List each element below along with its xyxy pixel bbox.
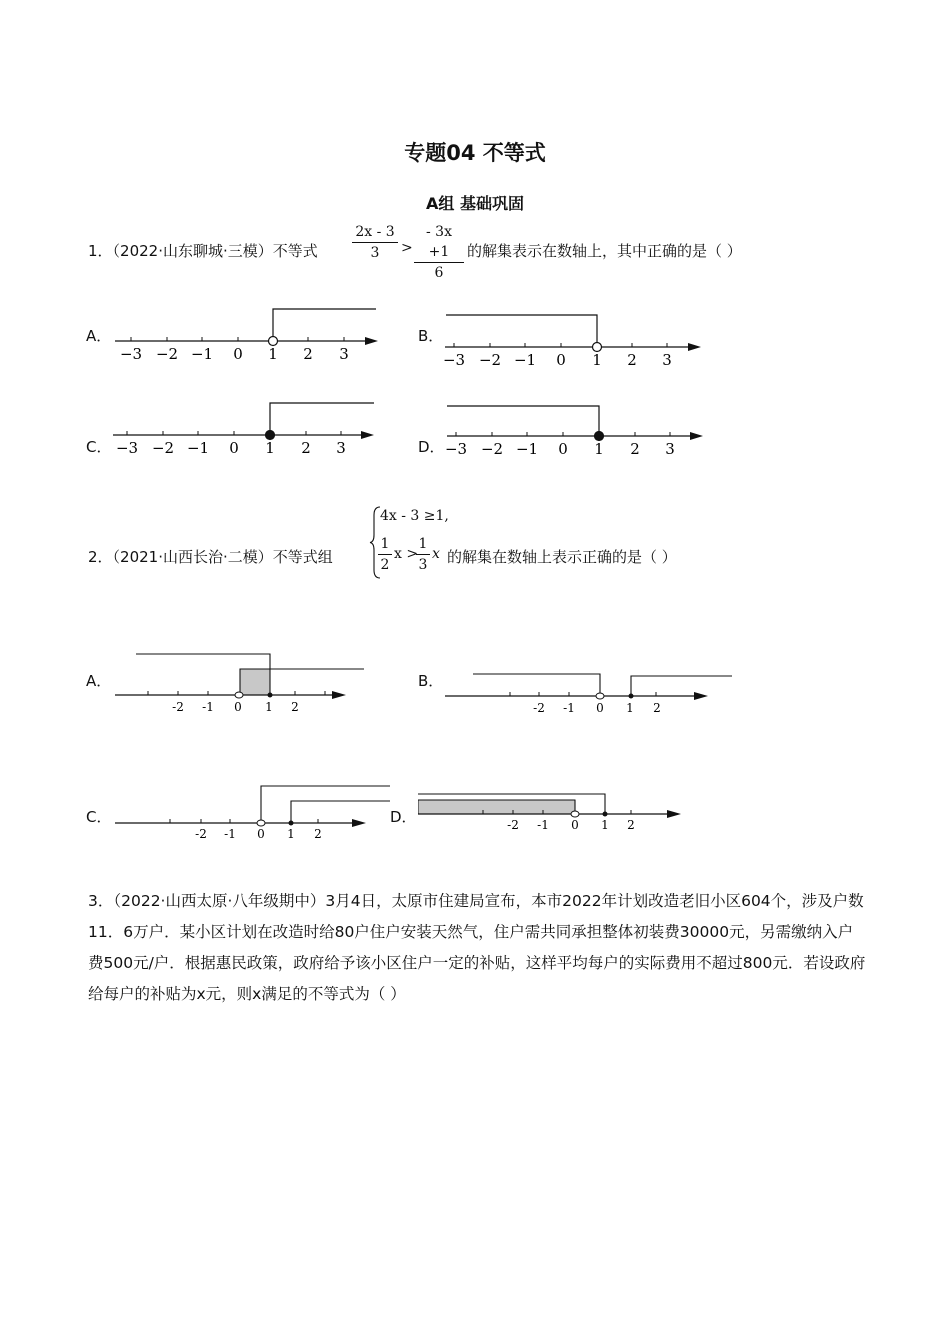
q1-source: （2022·山东聊城·三模）不等式 [112,242,318,260]
q1-option-a-numberline [110,300,385,365]
q2-option-b-numberline [440,665,740,720]
tick-label: 0 [233,345,243,363]
tick-label: 1 [287,827,295,841]
solution-ray [631,676,732,696]
solution-ray [291,801,390,823]
solution-ray [273,309,376,341]
tick-label: 2 [627,818,635,832]
tick-label: -1 [563,701,575,715]
tick-label: 0 [257,827,265,841]
q1-option-c-label: C． [86,438,112,456]
q2-source: （2021·山西长治·二模）不等式组 [112,548,333,566]
q2-third-num: 1 [418,536,428,552]
q2-option-d-label: D． [390,808,417,826]
tick-label: −2 [155,345,179,363]
q2-end-x: x [432,546,440,562]
closed-endpoint [268,693,273,698]
q2-mid: x > [394,546,419,562]
q1-relation: > [401,240,413,256]
tick-label: 3 [339,345,349,363]
tick-label: 0 [571,818,579,832]
q1-tail: 的解集表示在数轴上，其中正确的是（ ） [467,242,742,260]
tick-label: 2 [630,440,640,458]
tick-label: 2 [314,827,322,841]
solution-ray [447,406,599,436]
q2-tail: 的解集在数轴上表示正确的是（ ） [447,548,677,566]
q2-number: 2． [88,548,113,566]
tick-label: 1 [594,440,604,458]
tick-label: 0 [596,701,604,715]
tick-label: -2 [533,701,545,715]
tick-label: -2 [507,818,519,832]
tick-label: 2 [303,345,313,363]
tick-label: -1 [224,827,236,841]
open-endpoint [593,343,602,352]
q1-option-b-label: B． [418,327,444,345]
page-title: 专题04 不等式 [404,141,546,165]
q1-option-d-numberline [442,395,710,460]
tick-label: 1 [265,700,273,714]
tick-label: −1 [513,351,537,369]
q1-option-b-numberline [440,305,705,370]
q1-lhs-numerator: 2x - 3 [355,224,395,240]
tick-label: −3 [444,440,468,458]
open-endpoint [257,820,265,826]
q2-line1: 4x - 3 ≥1, [380,508,449,524]
q2-stem [88,546,333,567]
tick-label: -2 [172,700,184,714]
solution-ray [270,403,374,435]
q2-option-c-numberline [110,780,395,845]
q1-a-ticks [131,337,344,341]
q1-number: 1． [88,242,113,260]
solution-ray [446,315,597,347]
q2-third-fraction [416,534,430,575]
tick-label: 0 [556,351,566,369]
tick-label: 2 [653,701,661,715]
section-subtitle: A组 基础巩固 [426,194,524,213]
q1-lhs-denominator: 3 [370,245,380,261]
q2-half-den: 2 [380,557,390,573]
q1-option-d-label: D． [418,438,445,456]
open-endpoint [596,693,604,699]
tick-label: 0 [558,440,568,458]
tick-label: −3 [115,439,139,457]
closed-endpoint [595,432,604,441]
tick-label: −3 [442,351,466,369]
q1-option-a-label: A． [86,327,112,345]
tick-label: 3 [336,439,346,457]
q2-third-den: 3 [418,557,428,573]
tick-label: 1 [265,439,275,457]
q1-option-c-numberline [108,394,383,459]
tick-label: -2 [195,827,207,841]
open-endpoint [571,811,579,817]
tick-label: −2 [480,440,504,458]
tick-label: 2 [301,439,311,457]
tick-label: 1 [268,345,278,363]
q1-lhs-fraction [352,222,398,263]
solution-ray [473,674,600,696]
tick-label: 0 [229,439,239,457]
tick-label: 1 [601,818,609,832]
tick-label: −1 [515,440,539,458]
q1-rhs-denominator: 6 [434,265,444,281]
tick-label: −2 [151,439,175,457]
tick-label: 3 [665,440,675,458]
tick-label: 1 [592,351,602,369]
tick-label: 2 [291,700,299,714]
open-endpoint [269,337,278,346]
tick-label: −2 [478,351,502,369]
tick-label: −1 [190,345,214,363]
q2-half-num: 1 [380,536,390,552]
q1-stem [88,240,318,261]
q2-option-c-label: C． [86,808,112,826]
tick-label: 1 [626,701,634,715]
q1-rhs-fraction [414,222,464,283]
tick-label: -1 [202,700,214,714]
tick-label: 3 [662,351,672,369]
q2-option-a-numberline [110,648,370,718]
closed-endpoint [603,812,608,817]
q2-half-fraction [378,534,392,575]
tick-label: -1 [537,818,549,832]
tick-label: −3 [119,345,143,363]
open-endpoint [235,692,243,698]
q3-text: 3．（2022·山西太原·八年级期中）3月4日，太原市住建局宣布，本市2022年计划改造老旧小区604个，涉及户数11．6万户．某小区计划在改造时给80户住户安装天然气，住户需共同承担整体初装费30000元，另需缴纳入户费500元/户．根据惠民政策，政府给予该小区住户一定的补贴，这样平均每户的实际费用不超过800元．若设政府给每户的补贴为x元，则x满足的不等式为（ ） [88,892,866,1003]
solution-ray [261,786,390,823]
q2-option-d-numberline [418,784,688,844]
q2-option-b-label: B． [418,672,444,690]
q2-option-a-label: A． [86,672,112,690]
q1-rhs-numerator: - 3x +1 [426,224,452,260]
closed-endpoint [266,431,275,440]
closed-endpoint [289,821,294,826]
closed-endpoint [629,694,634,699]
tick-label: 2 [627,351,637,369]
tick-label: 0 [234,700,242,714]
tick-label: −1 [186,439,210,457]
